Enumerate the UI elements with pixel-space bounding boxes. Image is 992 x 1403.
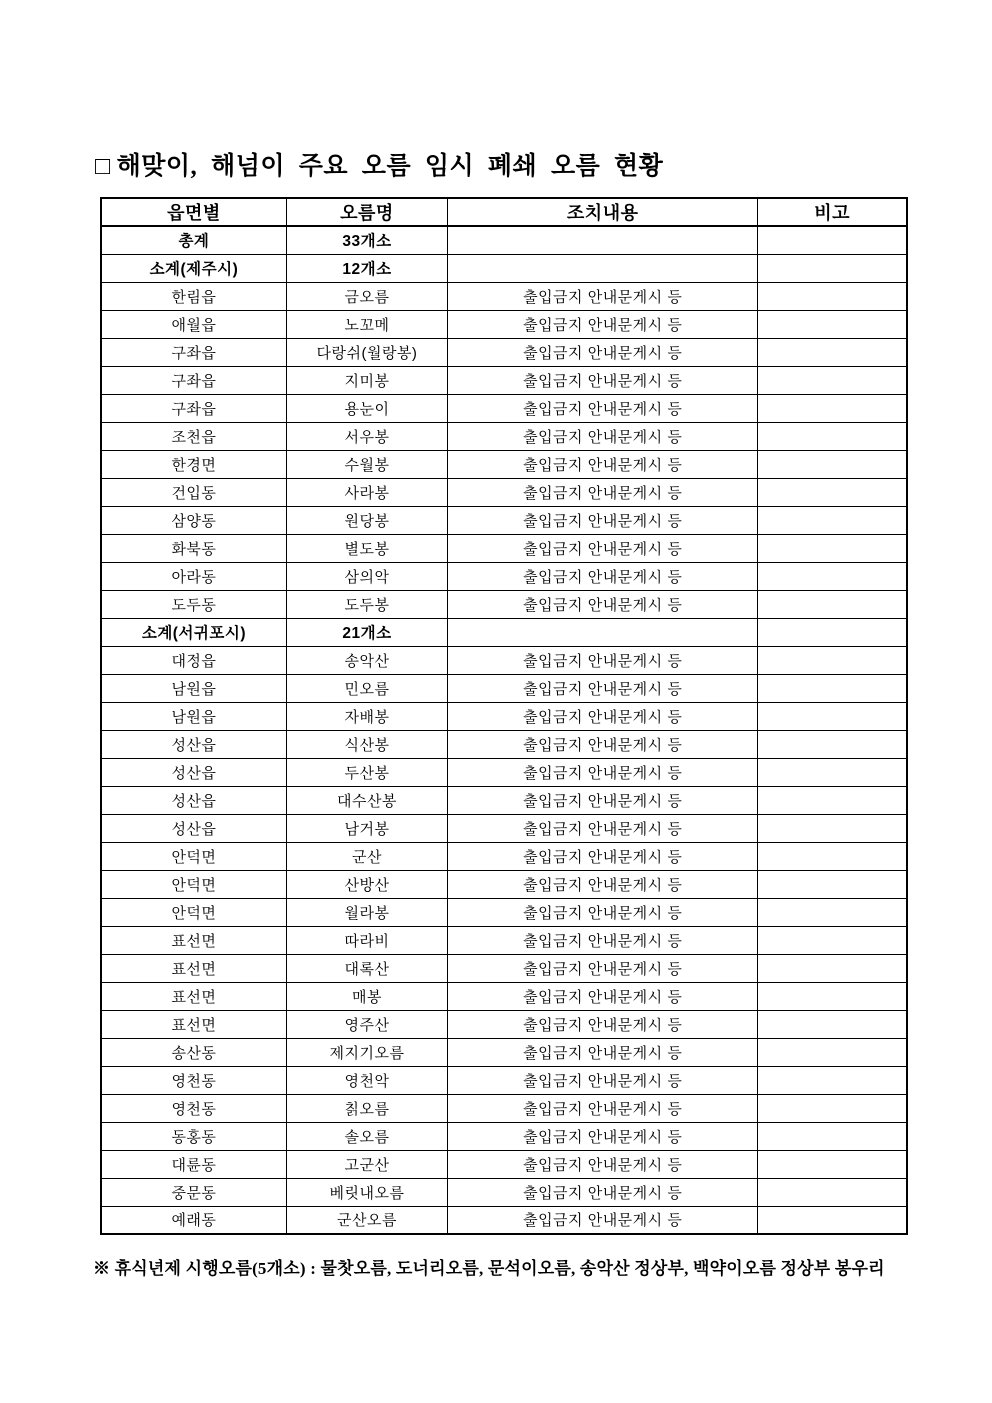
name-cell: 칡오름 bbox=[286, 1094, 447, 1122]
note-cell bbox=[758, 954, 907, 982]
note-cell bbox=[758, 422, 907, 450]
action-cell: 출입금지 안내문게시 등 bbox=[448, 926, 758, 954]
name-cell: 서우봉 bbox=[286, 422, 447, 450]
note-cell bbox=[758, 282, 907, 310]
region-cell: 동홍동 bbox=[101, 1122, 286, 1150]
name-cell: 월라봉 bbox=[286, 898, 447, 926]
region-cell: 성산읍 bbox=[101, 814, 286, 842]
table-row bbox=[101, 982, 907, 1010]
name-cell: 대록산 bbox=[286, 954, 447, 982]
note-cell bbox=[758, 674, 907, 702]
region-cell: 중문동 bbox=[101, 1178, 286, 1206]
name-cell: 사라봉 bbox=[286, 478, 447, 506]
action-cell: 출입금지 안내문게시 등 bbox=[448, 758, 758, 786]
region-cell: 구좌읍 bbox=[101, 338, 286, 366]
note-cell bbox=[758, 450, 907, 478]
note-cell bbox=[758, 478, 907, 506]
action-cell: 출입금지 안내문게시 등 bbox=[448, 310, 758, 338]
table-row bbox=[101, 422, 907, 450]
name-cell: 삼의악 bbox=[286, 562, 447, 590]
note-cell bbox=[758, 870, 907, 898]
note-cell bbox=[758, 1010, 907, 1038]
action-cell: 출입금지 안내문게시 등 bbox=[448, 478, 758, 506]
table-row bbox=[101, 926, 907, 954]
note-cell bbox=[758, 254, 907, 282]
action-cell: 출입금지 안내문게시 등 bbox=[448, 674, 758, 702]
action-cell: 출입금지 안내문게시 등 bbox=[448, 646, 758, 674]
region-cell: 총계 bbox=[101, 226, 286, 254]
table-row bbox=[101, 282, 907, 310]
note-cell bbox=[758, 226, 907, 254]
action-cell bbox=[448, 254, 758, 282]
action-cell: 출입금지 안내문게시 등 bbox=[448, 1122, 758, 1150]
note-cell bbox=[758, 534, 907, 562]
table-row bbox=[101, 534, 907, 562]
note-cell bbox=[758, 786, 907, 814]
table-body bbox=[101, 226, 907, 1234]
name-cell: 21개소 bbox=[286, 618, 447, 646]
region-cell: 애월읍 bbox=[101, 310, 286, 338]
note-cell bbox=[758, 926, 907, 954]
footnote: ※ 휴식년제 시행오름(5개소) : 물찻오름, 도너리오름, 문석이오름, 송악산 정상부, 백약이오름 정상부 봉우리 bbox=[93, 1259, 885, 1278]
table-row bbox=[101, 450, 907, 478]
table-row bbox=[101, 226, 907, 254]
region-cell: 아라동 bbox=[101, 562, 286, 590]
region-cell: 남원읍 bbox=[101, 674, 286, 702]
note-cell bbox=[758, 590, 907, 618]
name-cell: 식산봉 bbox=[286, 730, 447, 758]
region-cell: 영천동 bbox=[101, 1066, 286, 1094]
table-header bbox=[101, 198, 907, 226]
name-cell: 도두봉 bbox=[286, 590, 447, 618]
name-cell: 지미봉 bbox=[286, 366, 447, 394]
action-cell: 출입금지 안내문게시 등 bbox=[448, 534, 758, 562]
table-row bbox=[101, 702, 907, 730]
note-cell bbox=[758, 310, 907, 338]
table-row bbox=[101, 1122, 907, 1150]
square-bullet-icon: □ bbox=[95, 153, 111, 180]
region-cell: 구좌읍 bbox=[101, 394, 286, 422]
table-row bbox=[101, 1178, 907, 1206]
table-row bbox=[101, 394, 907, 422]
action-cell: 출입금지 안내문게시 등 bbox=[448, 394, 758, 422]
action-cell: 출입금지 안내문게시 등 bbox=[448, 422, 758, 450]
name-cell: 자배봉 bbox=[286, 702, 447, 730]
region-cell: 화북동 bbox=[101, 534, 286, 562]
region-cell: 도두동 bbox=[101, 590, 286, 618]
header-name: 오름명 bbox=[286, 198, 447, 226]
action-cell: 출입금지 안내문게시 등 bbox=[448, 338, 758, 366]
table-row bbox=[101, 954, 907, 982]
table-row bbox=[101, 366, 907, 394]
name-cell: 수월봉 bbox=[286, 450, 447, 478]
note-cell bbox=[758, 562, 907, 590]
action-cell: 출입금지 안내문게시 등 bbox=[448, 814, 758, 842]
table-row bbox=[101, 478, 907, 506]
action-cell: 출입금지 안내문게시 등 bbox=[448, 898, 758, 926]
note-cell bbox=[758, 1122, 907, 1150]
region-cell: 표선면 bbox=[101, 1010, 286, 1038]
name-cell: 용눈이 bbox=[286, 394, 447, 422]
note-cell bbox=[758, 898, 907, 926]
table-row bbox=[101, 254, 907, 282]
name-cell: 따라비 bbox=[286, 926, 447, 954]
region-cell: 대정읍 bbox=[101, 646, 286, 674]
table-row bbox=[101, 590, 907, 618]
action-cell: 출입금지 안내문게시 등 bbox=[448, 1038, 758, 1066]
action-cell bbox=[448, 618, 758, 646]
name-cell: 베릿내오름 bbox=[286, 1178, 447, 1206]
region-cell: 예래동 bbox=[101, 1206, 286, 1234]
region-cell: 성산읍 bbox=[101, 730, 286, 758]
region-cell: 성산읍 bbox=[101, 786, 286, 814]
region-cell: 안덕면 bbox=[101, 870, 286, 898]
note-cell bbox=[758, 1206, 907, 1234]
table-row bbox=[101, 786, 907, 814]
page-title-text: 해맞이, 해넘이 주요 오름 임시 폐쇄 오름 현황 bbox=[116, 153, 664, 180]
note-cell bbox=[758, 394, 907, 422]
name-cell: 노꼬메 bbox=[286, 310, 447, 338]
table-row bbox=[101, 1066, 907, 1094]
table-row bbox=[101, 1010, 907, 1038]
note-cell bbox=[758, 1094, 907, 1122]
name-cell: 고군산 bbox=[286, 1150, 447, 1178]
table-row bbox=[101, 758, 907, 786]
region-cell: 표선면 bbox=[101, 926, 286, 954]
oreum-closure-table bbox=[100, 197, 908, 1235]
action-cell: 출입금지 안내문게시 등 bbox=[448, 982, 758, 1010]
action-cell: 출입금지 안내문게시 등 bbox=[448, 730, 758, 758]
header-note: 비고 bbox=[758, 198, 907, 226]
note-cell bbox=[758, 702, 907, 730]
table-row bbox=[101, 898, 907, 926]
name-cell: 남거봉 bbox=[286, 814, 447, 842]
region-cell: 표선면 bbox=[101, 954, 286, 982]
table-row bbox=[101, 674, 907, 702]
table-row bbox=[101, 646, 907, 674]
header-row bbox=[101, 198, 907, 226]
region-cell: 안덕면 bbox=[101, 898, 286, 926]
action-cell: 출입금지 안내문게시 등 bbox=[448, 590, 758, 618]
action-cell: 출입금지 안내문게시 등 bbox=[448, 702, 758, 730]
region-cell: 한림읍 bbox=[101, 282, 286, 310]
action-cell: 출입금지 안내문게시 등 bbox=[448, 366, 758, 394]
name-cell: 12개소 bbox=[286, 254, 447, 282]
name-cell: 대수산봉 bbox=[286, 786, 447, 814]
name-cell: 두산봉 bbox=[286, 758, 447, 786]
region-cell: 남원읍 bbox=[101, 702, 286, 730]
table-row bbox=[101, 618, 907, 646]
note-cell bbox=[758, 842, 907, 870]
note-cell bbox=[758, 1066, 907, 1094]
region-cell: 소계(제주시) bbox=[101, 254, 286, 282]
table-row bbox=[101, 814, 907, 842]
name-cell: 원당봉 bbox=[286, 506, 447, 534]
name-cell: 영천악 bbox=[286, 1066, 447, 1094]
table-row bbox=[101, 506, 907, 534]
table-row bbox=[101, 1150, 907, 1178]
action-cell: 출입금지 안내문게시 등 bbox=[448, 786, 758, 814]
action-cell: 출입금지 안내문게시 등 bbox=[448, 1094, 758, 1122]
note-cell bbox=[758, 982, 907, 1010]
page-title bbox=[95, 146, 663, 182]
table-row bbox=[101, 842, 907, 870]
table-row bbox=[101, 310, 907, 338]
note-cell bbox=[758, 366, 907, 394]
table-row bbox=[101, 730, 907, 758]
name-cell: 영주산 bbox=[286, 1010, 447, 1038]
note-cell bbox=[758, 1178, 907, 1206]
name-cell: 제지기오름 bbox=[286, 1038, 447, 1066]
action-cell: 출입금지 안내문게시 등 bbox=[448, 1206, 758, 1234]
action-cell: 출입금지 안내문게시 등 bbox=[448, 506, 758, 534]
action-cell: 출입금지 안내문게시 등 bbox=[448, 842, 758, 870]
name-cell: 33개소 bbox=[286, 226, 447, 254]
action-cell bbox=[448, 226, 758, 254]
note-cell bbox=[758, 814, 907, 842]
name-cell: 다랑쉬(월랑봉) bbox=[286, 338, 447, 366]
action-cell: 출입금지 안내문게시 등 bbox=[448, 954, 758, 982]
note-cell bbox=[758, 1038, 907, 1066]
name-cell: 민오름 bbox=[286, 674, 447, 702]
table-row bbox=[101, 1206, 907, 1234]
name-cell: 송악산 bbox=[286, 646, 447, 674]
action-cell: 출입금지 안내문게시 등 bbox=[448, 450, 758, 478]
region-cell: 조천읍 bbox=[101, 422, 286, 450]
region-cell: 삼양동 bbox=[101, 506, 286, 534]
region-cell: 송산동 bbox=[101, 1038, 286, 1066]
name-cell: 별도봉 bbox=[286, 534, 447, 562]
region-cell: 구좌읍 bbox=[101, 366, 286, 394]
note-cell bbox=[758, 758, 907, 786]
name-cell: 산방산 bbox=[286, 870, 447, 898]
table-row bbox=[101, 1094, 907, 1122]
region-cell: 한경면 bbox=[101, 450, 286, 478]
action-cell: 출입금지 안내문게시 등 bbox=[448, 562, 758, 590]
region-cell: 소계(서귀포시) bbox=[101, 618, 286, 646]
action-cell: 출입금지 안내문게시 등 bbox=[448, 282, 758, 310]
name-cell: 솔오름 bbox=[286, 1122, 447, 1150]
header-action: 조치내용 bbox=[448, 198, 758, 226]
note-cell bbox=[758, 618, 907, 646]
region-cell: 대륜동 bbox=[101, 1150, 286, 1178]
action-cell: 출입금지 안내문게시 등 bbox=[448, 870, 758, 898]
note-cell bbox=[758, 506, 907, 534]
note-cell bbox=[758, 646, 907, 674]
name-cell: 금오름 bbox=[286, 282, 447, 310]
region-cell: 안덕면 bbox=[101, 842, 286, 870]
header-region: 읍면별 bbox=[101, 198, 286, 226]
region-cell: 성산읍 bbox=[101, 758, 286, 786]
region-cell: 표선면 bbox=[101, 982, 286, 1010]
name-cell: 군산 bbox=[286, 842, 447, 870]
name-cell: 매봉 bbox=[286, 982, 447, 1010]
action-cell: 출입금지 안내문게시 등 bbox=[448, 1150, 758, 1178]
region-cell: 건입동 bbox=[101, 478, 286, 506]
note-cell bbox=[758, 730, 907, 758]
action-cell: 출입금지 안내문게시 등 bbox=[448, 1010, 758, 1038]
note-cell bbox=[758, 338, 907, 366]
action-cell: 출입금지 안내문게시 등 bbox=[448, 1066, 758, 1094]
region-cell: 영천동 bbox=[101, 1094, 286, 1122]
table-row bbox=[101, 870, 907, 898]
action-cell: 출입금지 안내문게시 등 bbox=[448, 1178, 758, 1206]
table-row bbox=[101, 562, 907, 590]
name-cell: 군산오름 bbox=[286, 1206, 447, 1234]
table-row bbox=[101, 338, 907, 366]
table-row bbox=[101, 1038, 907, 1066]
note-cell bbox=[758, 1150, 907, 1178]
